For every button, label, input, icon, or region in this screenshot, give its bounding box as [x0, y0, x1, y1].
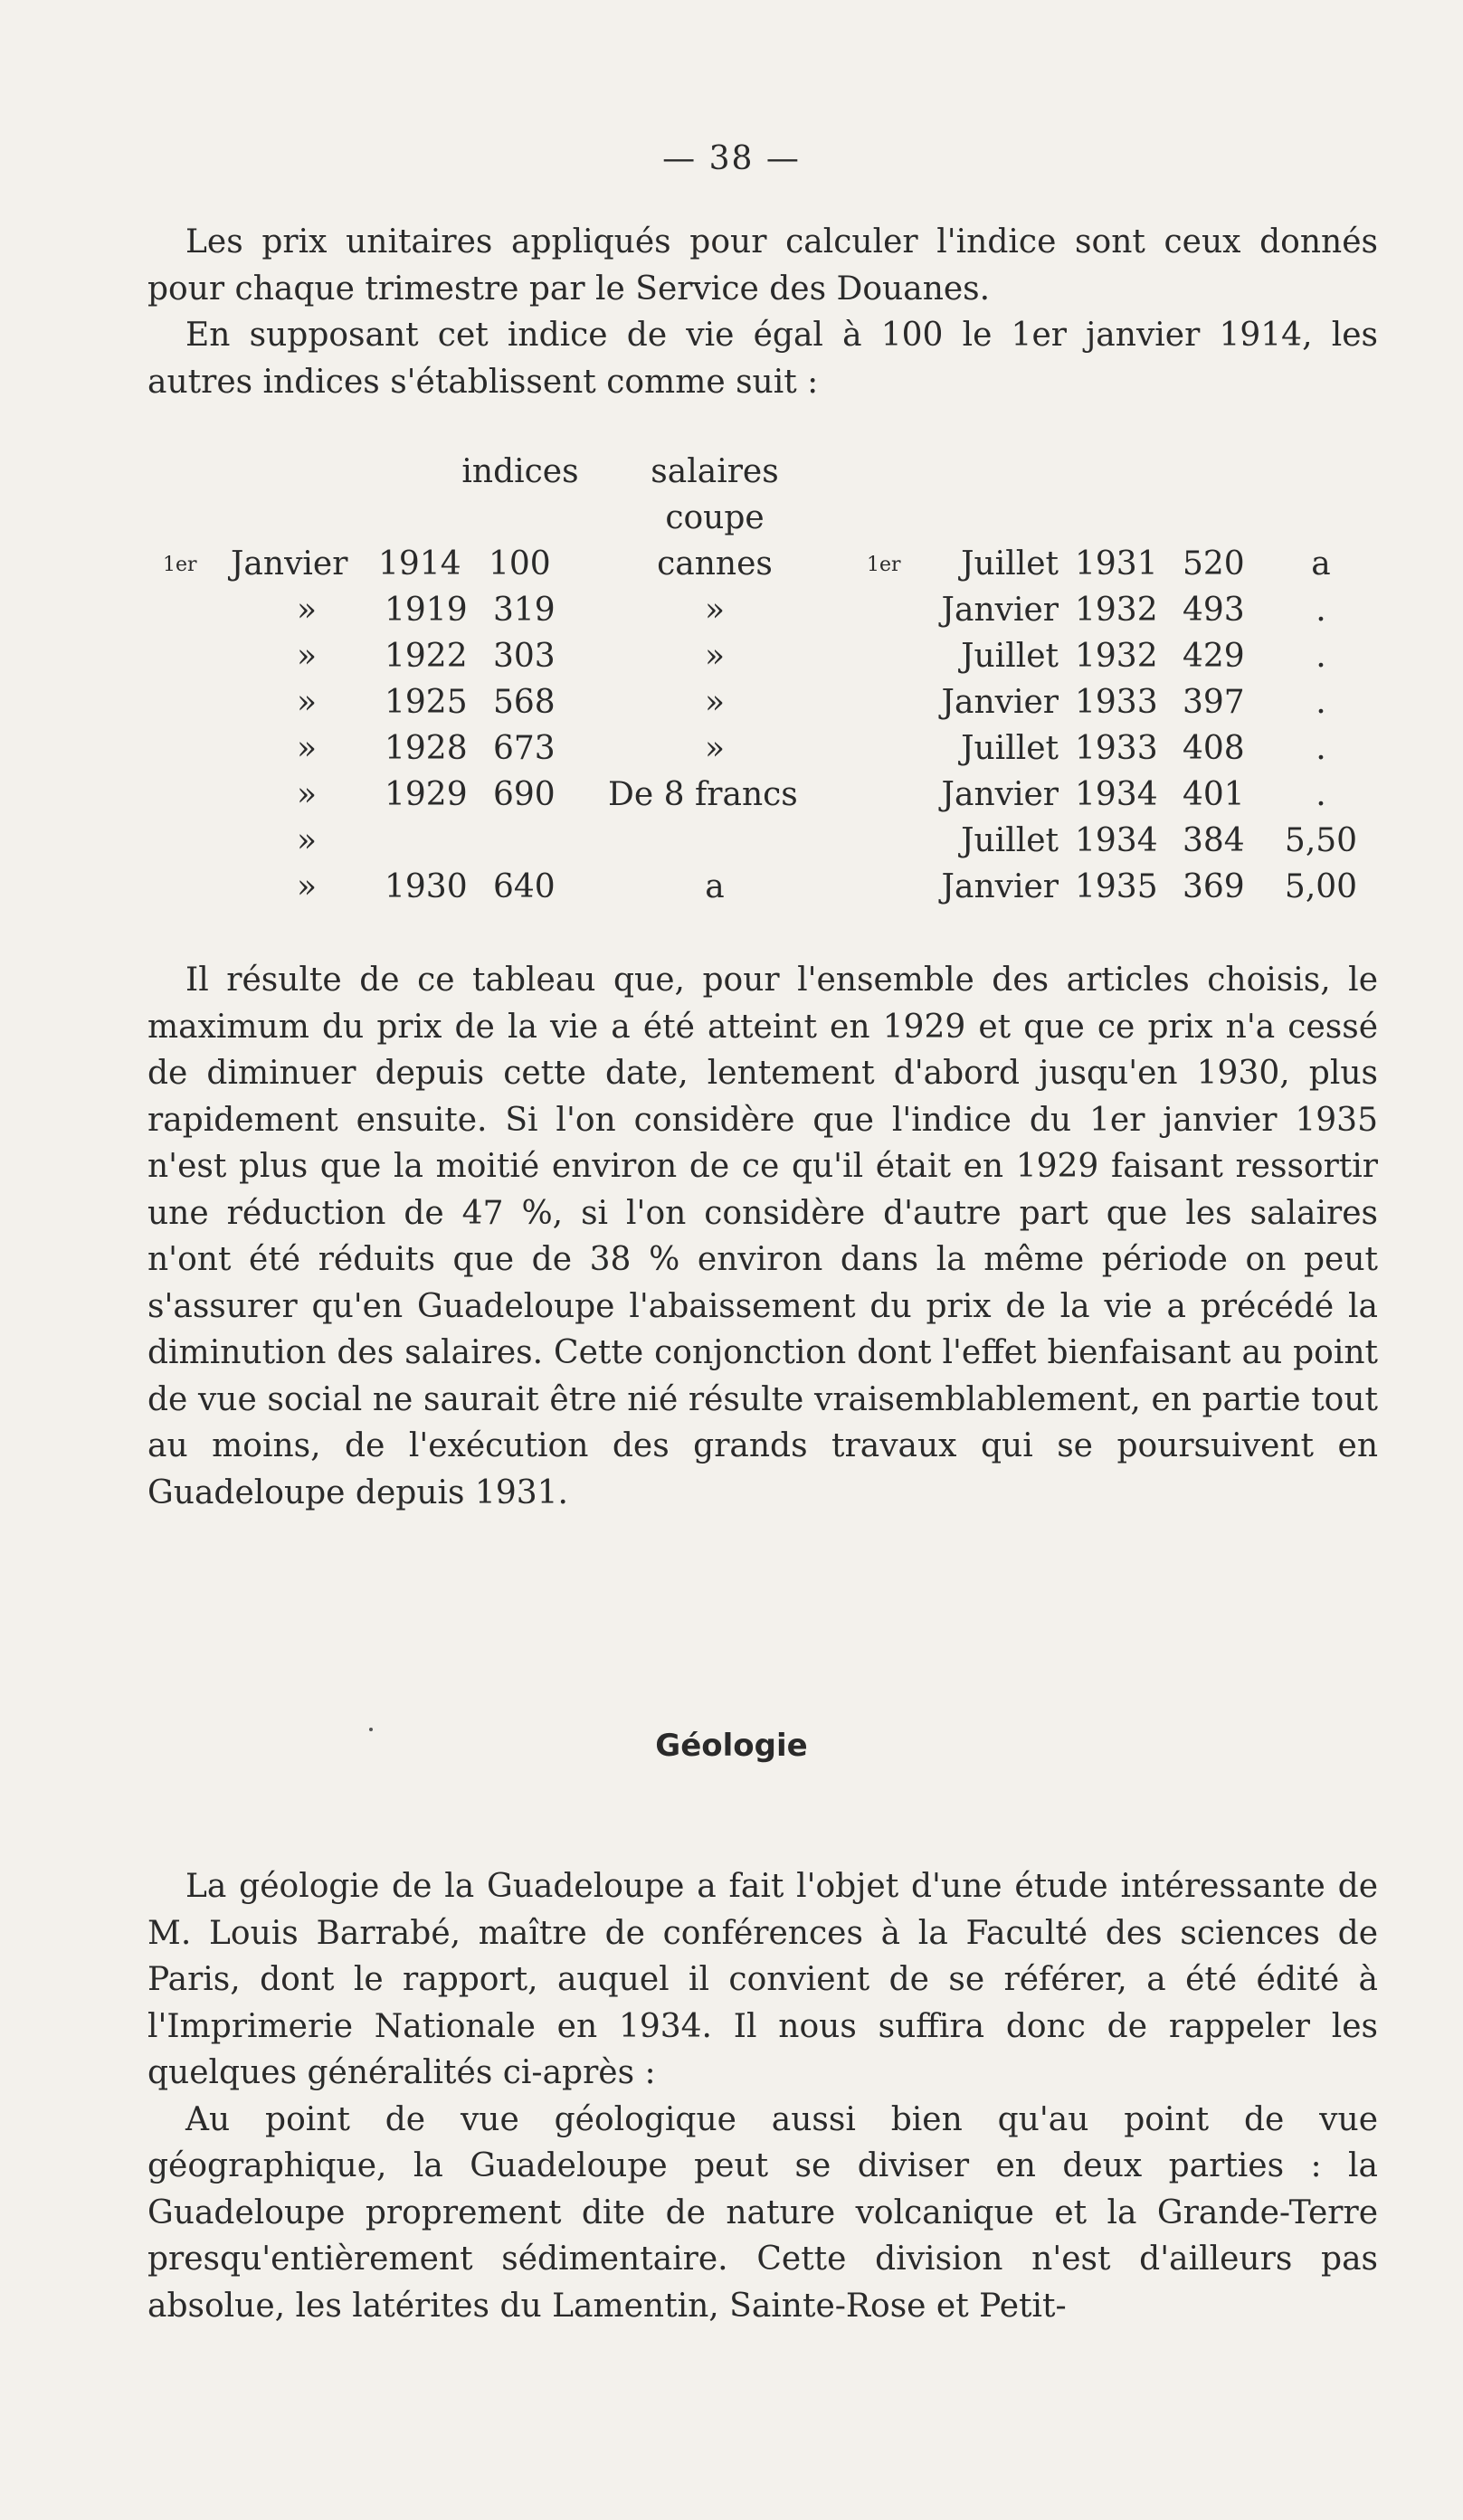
left-row-mark: »	[297, 592, 318, 629]
left-row-year: 1914	[378, 545, 461, 583]
right-row-salary: 5,00	[1284, 868, 1358, 905]
right-row-year: 1932	[1075, 592, 1158, 629]
right-row-year: 1934	[1075, 776, 1158, 813]
left-row-index: 690	[493, 776, 556, 813]
header-indices: indices	[461, 453, 579, 490]
right-row-salary: .	[1316, 730, 1326, 767]
right-row-index: 397	[1183, 684, 1245, 721]
right-row-salary: .	[1316, 684, 1326, 721]
left-row-mark: 1er	[163, 554, 197, 576]
right-row-index: 429	[1183, 638, 1245, 675]
left-row-mark: »	[297, 684, 318, 721]
left-row-index: 673	[493, 730, 556, 767]
left-row-month: Janvier	[231, 545, 348, 583]
left-row-index: 568	[493, 684, 556, 721]
left-row-year: 1929	[385, 776, 468, 813]
intro-paragraph-2: En supposant cet indice de vie égal à 100 le 1er janvier 1914, les autres indices s'établissent comme suit :	[147, 317, 1378, 401]
right-row-month: Juillet	[961, 545, 1059, 583]
right-row-salary: .	[1316, 638, 1326, 675]
left-row-mark: »	[297, 822, 318, 859]
left-row-salary: a	[705, 868, 725, 905]
geology-text	[147, 1863, 1378, 2329]
left-row-mark: »	[297, 730, 318, 767]
right-row-month: Juillet	[961, 730, 1059, 767]
right-row-salary: 5,50	[1284, 822, 1358, 859]
geology-paragraph-2: Au point de vue géologique aussi bien qu'au point de vue géographique, la Guadeloupe peut se diviser en deux parties : la Guadeloupe proprement dite de nature volcanique et la Grande-Terre presqu'entièrement sédimentaire. Cette division n'est d'ailleurs pas absolue, les latérites du Lamentin, Sainte-Rose et Petit-	[147, 2100, 1378, 2325]
header-salaires: salaires	[651, 453, 779, 490]
page-number: — 38 —	[662, 140, 801, 177]
right-row-year: 1931	[1075, 545, 1158, 583]
result-text	[147, 957, 1378, 1516]
geology-paragraph-1: La géologie de la Guadeloupe a fait l'objet d'une étude intéressante de M. Louis Barrabé, maître de conférences à la Faculté des sciences de Paris, dont le rapport, auquel il convient de se référer, a été édité à l'Imprimerie Nationale en 1934. Il nous suffira donc de rappeler les quelques généralités ci-après :	[147, 1868, 1378, 2091]
right-row-month: Juillet	[961, 822, 1059, 859]
right-row-salary: a	[1311, 545, 1331, 583]
left-row-year: 1919	[385, 592, 468, 629]
left-row-mark: »	[297, 868, 318, 905]
scan-speck	[369, 1728, 373, 1731]
left-row-mark: »	[297, 776, 318, 813]
right-row-month: Janvier	[941, 684, 1059, 721]
left-row-salary: »	[704, 684, 726, 721]
left-row-year: 1930	[385, 868, 468, 905]
right-row-index: 401	[1183, 776, 1245, 813]
right-row-year: 1933	[1075, 684, 1158, 721]
right-row-month: Janvier	[941, 592, 1059, 629]
right-row-mark: 1er	[867, 554, 901, 576]
section-heading: Géologie	[655, 1728, 808, 1764]
intro-paragraph-1: Les prix unitaires appliqués pour calculer l'indice sont ceux donnés pour chaque trimestre par le Service des Douanes.	[147, 223, 1378, 308]
right-row-year: 1935	[1075, 868, 1158, 905]
right-row-month: Juillet	[961, 638, 1059, 675]
right-row-year: 1933	[1075, 730, 1158, 767]
left-row-index: 303	[493, 638, 556, 675]
right-row-salary: .	[1316, 592, 1326, 629]
right-row-index: 369	[1183, 868, 1245, 905]
left-row-mark: »	[297, 638, 318, 675]
header-coupe: coupe	[665, 499, 765, 536]
left-row-salary: »	[704, 638, 726, 675]
left-row-year: 1928	[385, 730, 468, 767]
left-row-salary: »	[704, 592, 726, 629]
right-row-index: 493	[1183, 592, 1245, 629]
right-row-month: Janvier	[941, 868, 1059, 905]
header-cannes: cannes	[657, 545, 773, 583]
left-row-salary: De 8 francs	[608, 776, 798, 813]
right-row-year: 1934	[1075, 822, 1158, 859]
result-paragraph: Il résulte de ce tableau que, pour l'ensemble des articles choisis, le maximum du prix de la vie a été atteint en 1929 et que ce prix n'a cessé de diminuer depuis cette date, lentement d'abord jusqu'en 1930, plus rapidement ensuite. Si l'on considère que l'indice du 1er janvier 1935 n'est plus que la moitié environ de ce qu'il était en 1929 faisant ressortir une réduction de 47 %, si l'on considère d'autre part que les salaires n'ont été réduits que de 38 % environ dans la même période on peut s'assurer qu'en Guadeloupe l'abaissement du prix de la vie a précédé la diminution des salaires. Cette conjonction dont l'effet bienfaisant au point de vue social ne saurait être nié résulte vraisemblablement, en partie tout au moins, de l'exécution des grands travaux qui se poursuivent en Guadeloupe depuis 1931.	[147, 962, 1378, 1511]
right-row-year: 1932	[1075, 638, 1158, 675]
left-row-index: 319	[493, 592, 556, 629]
left-row-index: 640	[493, 868, 556, 905]
right-row-index: 384	[1183, 822, 1245, 859]
left-row-salary: »	[704, 730, 726, 767]
right-row-month: Janvier	[941, 776, 1059, 813]
right-row-index: 408	[1183, 730, 1245, 767]
left-row-index: 100	[489, 545, 551, 583]
right-row-index: 520	[1183, 545, 1245, 583]
left-row-year: 1922	[385, 638, 468, 675]
right-row-salary: .	[1316, 776, 1326, 813]
left-row-year: 1925	[385, 684, 468, 721]
